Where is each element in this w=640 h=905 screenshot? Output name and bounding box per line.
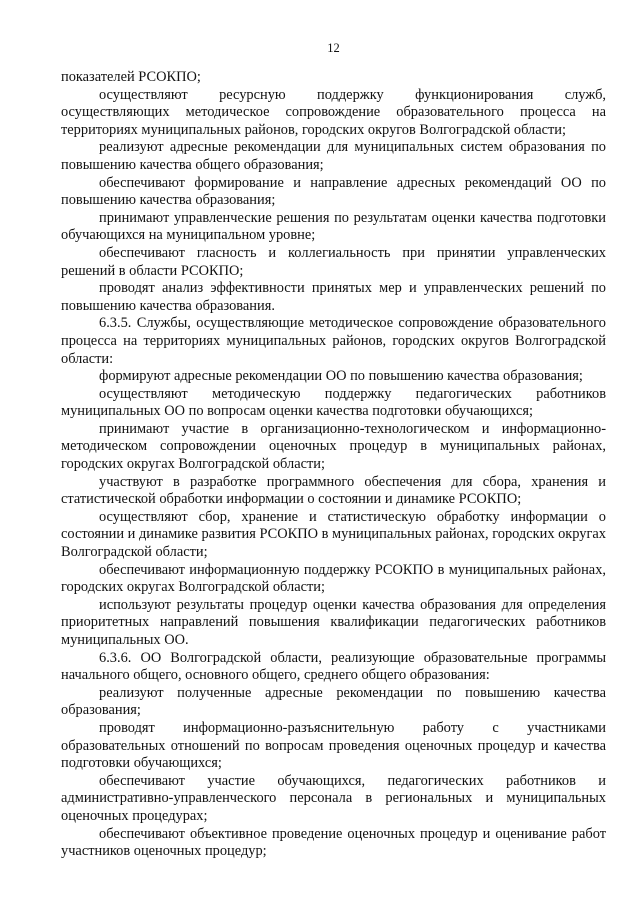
- paragraph: принимают участие в организационно-технологическом и информационно-методическом сопровождении оценочных процедур в муниципальных районах, городских округах Волгоградской области;: [61, 420, 606, 473]
- paragraph: осуществляют сбор, хранение и статистическую обработку информации о состоянии и динамике развития РСОКПО в муниципальных районах, городских округах Волгоградской области;: [61, 508, 606, 561]
- paragraph: используют результаты процедур оценки качества образования для определения приоритетных направлений повышения квалификации педагогических работников муниципальных ОО.: [61, 596, 606, 648]
- paragraph: реализуют полученные адресные рекомендации по повышению качества образования;: [61, 684, 606, 719]
- paragraph: проводят информационно-разъяснительную работу с участниками образовательных отношений по вопросам проведения оценочных процедур и качества подготовки обучающихся;: [61, 719, 606, 772]
- paragraph: проводят анализ эффективности принятых мер и управленческих решений по повышению качества образования.: [61, 280, 606, 314]
- paragraph: обеспечивают формирование и направление адресных рекомендаций ОО по повышению качества образования;: [61, 174, 606, 209]
- paragraph: реализуют адресные рекомендации для муниципальных систем образования по повышению качества общего образования;: [61, 139, 606, 173]
- page-number: 12: [327, 41, 340, 55]
- paragraph: формируют адресные рекомендации ОО по повышению качества образования;: [99, 368, 583, 385]
- paragraph: обеспечивают гласность и коллегиальность при принятии управленческих решений в области РСОКПО;: [61, 244, 606, 279]
- paragraph: осуществляют методическую поддержку педагогических работников муниципальных ОО по вопросам оценки качества подготовки обучающихся;: [61, 385, 606, 420]
- paragraph: обеспечивают информационную поддержку РСОКПО в муниципальных районах, городских округах Волгоградской области;: [61, 561, 606, 596]
- section-heading-6-3-6: 6.3.6. ОО Волгоградской области, реализующие образовательные программы начального общего, основного общего, среднего общего образования:: [61, 649, 606, 684]
- paragraph: принимают управленческие решения по результатам оценки качества подготовки обучающихся на муниципальном уровне;: [61, 209, 606, 244]
- paragraph: показателей РСОКПО;: [61, 69, 201, 85]
- section-heading-6-3-5: 6.3.5. Службы, осуществляющие методическое сопровождение образовательного процесса на территориях муниципальных районов, городских округов Волгоградской области:: [61, 315, 606, 367]
- paragraph: осуществляют ресурсную поддержку функционирования служб, осуществляющих методическое сопровождение образовательного процесса на территориях муниципальных районов, городских округов Волгоградской области;: [61, 86, 606, 138]
- body-text: [61, 69, 606, 861]
- paragraph: участвуют в разработке программного обеспечения для сбора, хранения и статистической обработки информации о состоянии и динамике РСОКПО;: [61, 473, 606, 508]
- paragraph: обеспечивают объективное проведение оценочных процедур и оценивание работ участников оценочных процедур;: [61, 825, 606, 860]
- paragraph: обеспечивают участие обучающихся, педагогических работников и административно-управленческого персонала в региональных и муниципальных оценочных процедурах;: [61, 772, 606, 824]
